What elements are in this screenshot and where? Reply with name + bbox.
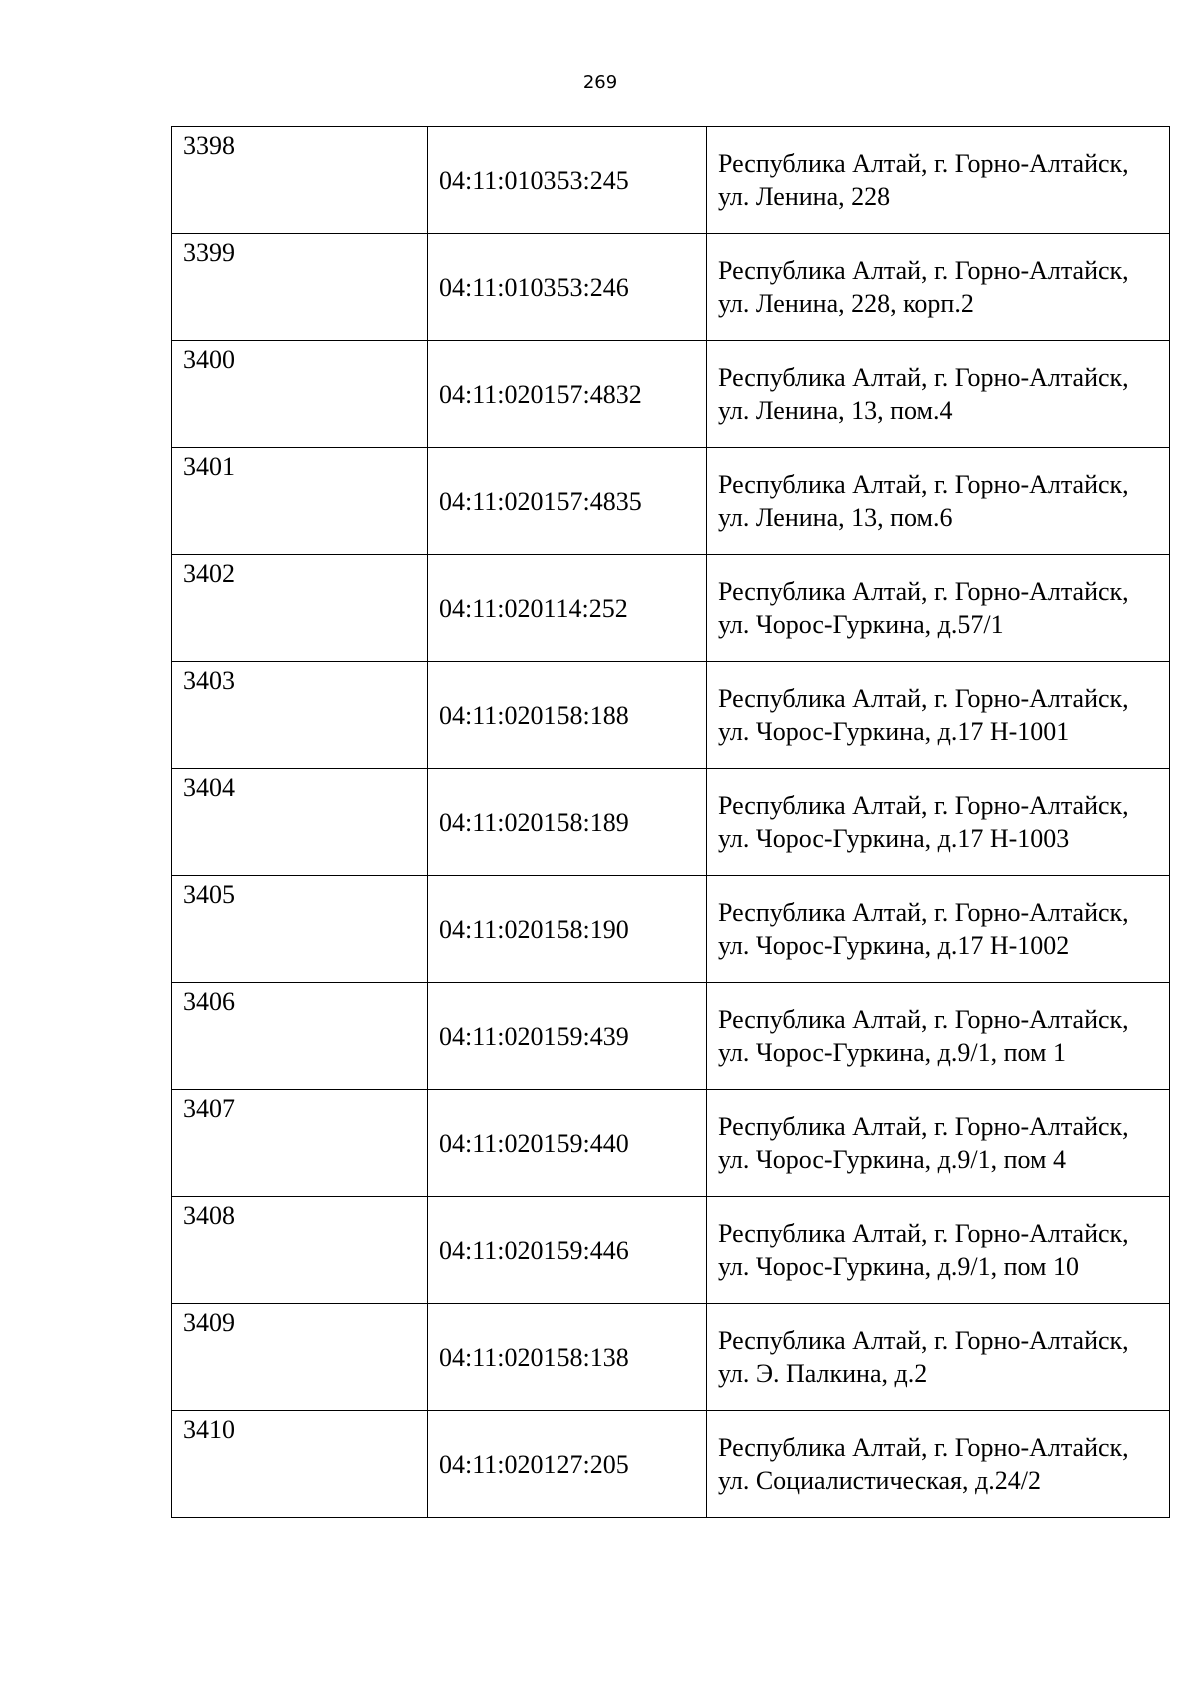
table-row	[172, 662, 1170, 769]
address-cell: Республика Алтай, г. Горно-Алтайск, ул. Чорос-Гуркина, д.17 Н-1001	[707, 662, 1170, 769]
address-cell: Республика Алтай, г. Горно-Алтайск, ул. Чорос-Гуркина, д.9/1, пом 1	[707, 983, 1170, 1090]
address-cell: Республика Алтай, г. Горно-Алтайск, ул. Ленина, 228	[707, 127, 1170, 234]
property-table-body	[172, 127, 1170, 1518]
row-number-cell: 3409	[172, 1304, 428, 1411]
row-number-cell: 3405	[172, 876, 428, 983]
row-number-cell: 3401	[172, 448, 428, 555]
cadastral-number-cell: 04:11:010353:246	[428, 234, 707, 341]
row-number-cell: 3400	[172, 341, 428, 448]
cadastral-number-cell: 04:11:020114:252	[428, 555, 707, 662]
address-cell: Республика Алтай, г. Горно-Алтайск, ул. Чорос-Гуркина, д.9/1, пом 4	[707, 1090, 1170, 1197]
cadastral-number-cell: 04:11:020157:4835	[428, 448, 707, 555]
table-row	[172, 234, 1170, 341]
address-cell: Республика Алтай, г. Горно-Алтайск, ул. Ленина, 228, корп.2	[707, 234, 1170, 341]
address-cell: Республика Алтай, г. Горно-Алтайск, ул. Ленина, 13, пом.4	[707, 341, 1170, 448]
table-row	[172, 769, 1170, 876]
property-table	[171, 126, 1170, 1518]
address-cell: Республика Алтай, г. Горно-Алтайск, ул. Чорос-Гуркина, д.17 Н-1002	[707, 876, 1170, 983]
cadastral-number-cell: 04:11:020159:440	[428, 1090, 707, 1197]
table-row	[172, 341, 1170, 448]
cadastral-number-cell: 04:11:020159:446	[428, 1197, 707, 1304]
address-cell: Республика Алтай, г. Горно-Алтайск, ул. Чорос-Гуркина, д.17 Н-1003	[707, 769, 1170, 876]
address-cell: Республика Алтай, г. Горно-Алтайск, ул. Социалистическая, д.24/2	[707, 1411, 1170, 1518]
row-number-cell: 3407	[172, 1090, 428, 1197]
table-row	[172, 448, 1170, 555]
cadastral-number-cell: 04:11:020158:189	[428, 769, 707, 876]
row-number-cell: 3410	[172, 1411, 428, 1518]
cadastral-number-cell: 04:11:020158:190	[428, 876, 707, 983]
cadastral-number-cell: 04:11:020159:439	[428, 983, 707, 1090]
row-number-cell: 3398	[172, 127, 428, 234]
table-row	[172, 1411, 1170, 1518]
address-cell: Республика Алтай, г. Горно-Алтайск, ул. Ленина, 13, пом.6	[707, 448, 1170, 555]
table-row	[172, 127, 1170, 234]
row-number-cell: 3404	[172, 769, 428, 876]
row-number-cell: 3403	[172, 662, 428, 769]
cadastral-number-cell: 04:11:020127:205	[428, 1411, 707, 1518]
cadastral-number-cell: 04:11:020157:4832	[428, 341, 707, 448]
cadastral-number-cell: 04:11:010353:245	[428, 127, 707, 234]
page-number: 269	[582, 72, 618, 93]
address-cell: Республика Алтай, г. Горно-Алтайск, ул. Чорос-Гуркина, д.9/1, пом 10	[707, 1197, 1170, 1304]
table-row	[172, 1304, 1170, 1411]
address-cell: Республика Алтай, г. Горно-Алтайск, ул. Э. Палкина, д.2	[707, 1304, 1170, 1411]
row-number-cell: 3399	[172, 234, 428, 341]
table-row	[172, 555, 1170, 662]
table-row	[172, 876, 1170, 983]
address-cell: Республика Алтай, г. Горно-Алтайск, ул. Чорос-Гуркина, д.57/1	[707, 555, 1170, 662]
table-row	[172, 1090, 1170, 1197]
row-number-cell: 3402	[172, 555, 428, 662]
table-row	[172, 983, 1170, 1090]
cadastral-number-cell: 04:11:020158:138	[428, 1304, 707, 1411]
cadastral-number-cell: 04:11:020158:188	[428, 662, 707, 769]
row-number-cell: 3408	[172, 1197, 428, 1304]
table-row	[172, 1197, 1170, 1304]
row-number-cell: 3406	[172, 983, 428, 1090]
